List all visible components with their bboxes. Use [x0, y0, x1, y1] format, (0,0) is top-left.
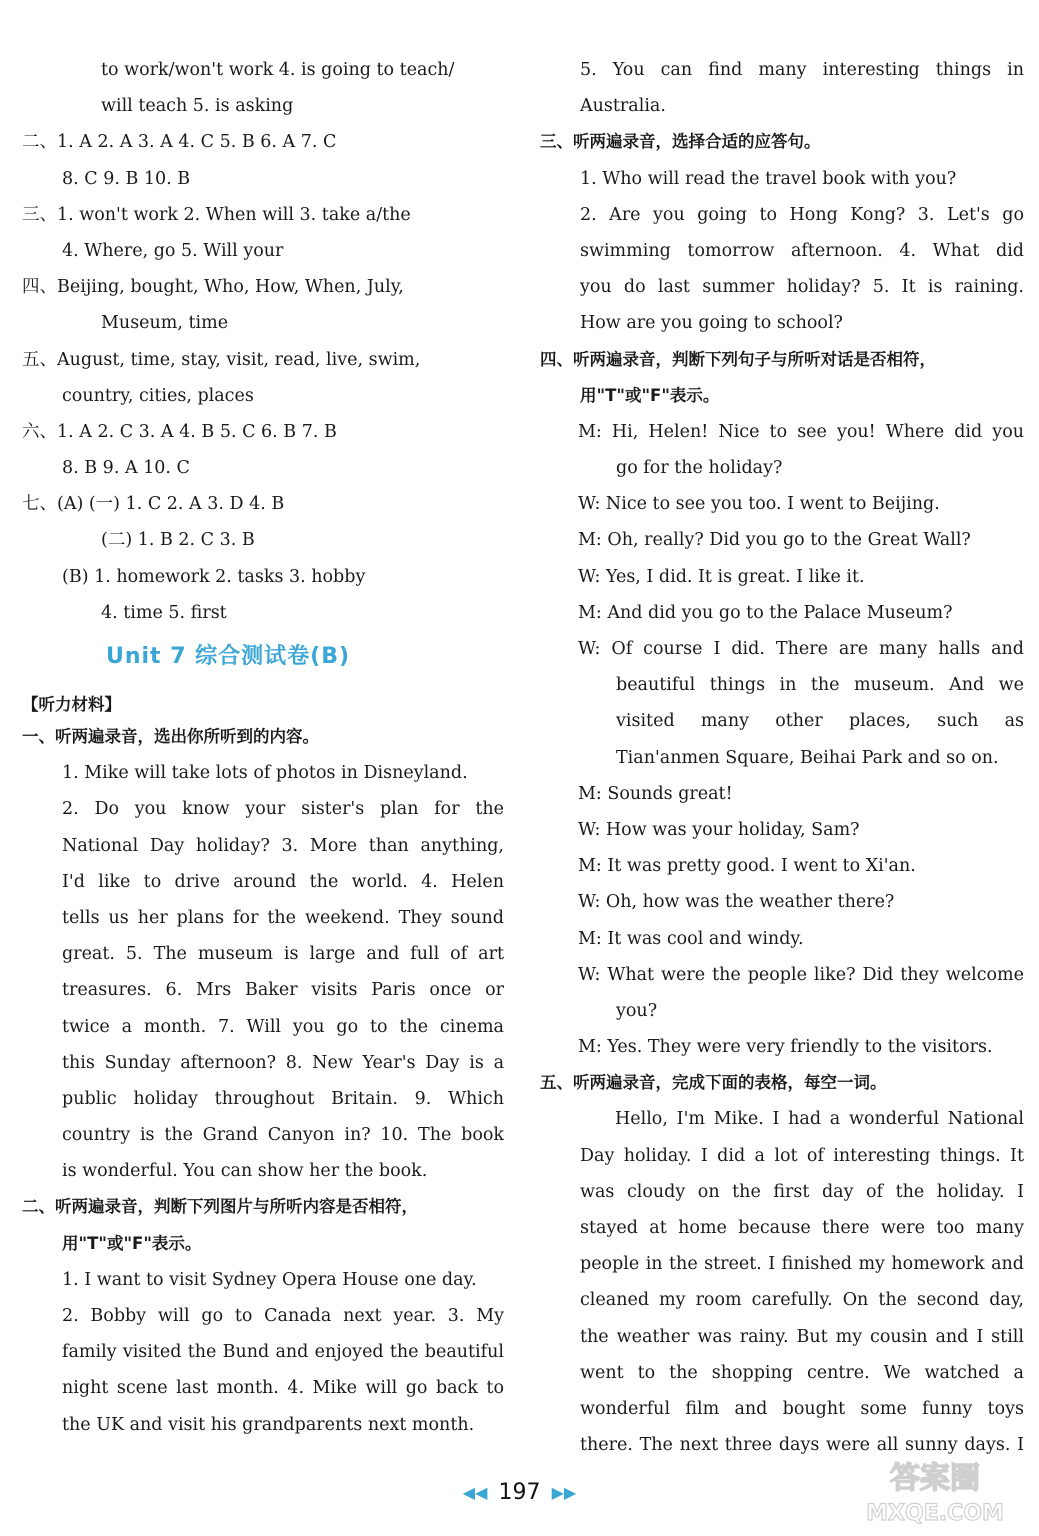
transcript-line: tells us her plans for the weekend. They sound: [62, 907, 504, 928]
transcript-line: great. 5. The museum is large and full of art: [62, 944, 504, 965]
dialogue-line: M: Hi, Helen! Nice to see you! Where did you: [578, 421, 1024, 442]
transcript-line: 1. Mike will take lots of photos in Disneyland.: [62, 763, 468, 784]
answer-line: will teach 5. is asking: [101, 96, 294, 117]
dialogue-line: visited many other places, such as: [616, 711, 1024, 732]
transcript-line: 1. I want to visit Sydney Opera House one day.: [62, 1269, 477, 1290]
transcript-line: twice a month. 7. Will you go to the cinema: [62, 1016, 504, 1037]
transcript-line: went to the shopping centre. We watched a: [580, 1362, 1024, 1383]
answer-line: country, cities, places: [62, 385, 254, 406]
transcript-line: stayed at home because there were too many: [580, 1218, 1024, 1238]
transcript-line: the UK and visit his grandparents next month.: [62, 1414, 475, 1435]
transcript-line: Hello, I'm Mike. I had a wonderful National: [615, 1109, 1024, 1130]
dialogue-line: W: Yes, I did. It is great. I like it.: [578, 566, 865, 587]
transcript-line: treasures. 6. Mrs Baker visits Paris once or: [62, 980, 504, 1001]
answer-line: 三、1. won't work 2. When will 3. take a/the: [22, 204, 411, 225]
transcript-line: was cloudy on the first day of the holiday. I: [580, 1181, 1024, 1202]
transcript-line: there. The next three days were all sunny days. I: [580, 1435, 1024, 1456]
dialogue-line: W: Nice to see you too. I went to Beijing.: [578, 494, 940, 515]
section-heading-cont: 用"T"或"F"表示。: [580, 385, 720, 405]
answers-block-continued: [22, 52, 504, 124]
dialogue-line: M: And did you go to the Palace Museum?: [578, 602, 953, 623]
next-arrows-icon: ▶▶: [551, 1483, 577, 1502]
prev-arrows-icon: ◀◀: [462, 1483, 488, 1502]
left-column: [22, 52, 504, 1443]
transcript-line: 2. Are you going to Hong Kong? 3. Let's go: [580, 204, 1024, 225]
dialogue-line: beautiful things in the museum. And we: [616, 675, 1024, 696]
section5-transcript: [540, 1101, 1024, 1463]
dialogue-line: Tian'anmen Square, Beihai Park and so on.: [616, 747, 999, 768]
transcript-line: wonderful film and bought some funny toys: [580, 1398, 1024, 1419]
dialogue-line: M: It was cool and windy.: [578, 928, 804, 949]
transcript-line: country is the Grand Canyon in? 10. The book: [62, 1125, 504, 1146]
page-number: 197: [498, 1480, 541, 1505]
right-column: [540, 52, 1024, 1463]
watermark-text-top: 答案圈: [890, 1461, 980, 1496]
answers-block: [22, 124, 504, 631]
answer-line: 五、August, time, stay, visit, read, live, swim,: [22, 349, 421, 370]
transcript-line: family visited the Bund and enjoyed the beautiful: [62, 1342, 504, 1363]
answer-line: 8. B 9. A 10. C: [62, 458, 190, 479]
transcript-line: Australia.: [580, 96, 666, 117]
listening-material-tag: 【听力材料】: [22, 695, 121, 714]
answer-line: Museum, time: [101, 313, 229, 334]
transcript-line: 2. Bobby will go to Canada next year. 3. My: [62, 1306, 504, 1326]
dialogue-line: M: It was pretty good. I went to Xi'an.: [578, 856, 916, 877]
transcript-line: Day holiday. I did a lot of interesting things. It: [580, 1145, 1024, 1166]
answer-line: 六、1. A 2. C 3. A 4. B 5. C 6. B 7. B: [22, 421, 337, 442]
dialogue-line: you?: [616, 1000, 658, 1021]
answer-line: to work/won't work 4. is going to teach/: [101, 60, 455, 80]
transcript-line: is wonderful. You can show her the book.: [62, 1161, 428, 1182]
section1-transcript: [22, 755, 504, 1189]
section-heading: 一、听两遍录音，选出你所听到的内容。: [22, 727, 319, 746]
answer-line: 二、1. A 2. A 3. A 4. C 5. B 6. A 7. C: [22, 132, 337, 153]
transcript-line: swimming tomorrow afternoon. 4. What did: [580, 240, 1024, 261]
transcript-line: public holiday throughout Britain. 9. Which: [62, 1088, 504, 1109]
answer-line: 4. Where, go 5. Will your: [62, 240, 284, 261]
watermark-logo: [845, 1454, 1025, 1528]
unit-title: Unit 7 综合测试卷(B): [105, 644, 351, 669]
dialogue-line: M: Sounds great!: [578, 783, 733, 804]
answer-line: (二) 1. B 2. C 3. B: [101, 530, 255, 551]
answer-line: 七、(A) (一) 1. C 2. A 3. D 4. B: [22, 494, 285, 515]
dialogue-line: go for the holiday?: [616, 458, 783, 479]
section-heading: 三、听两遍录音，选择合适的应答句。: [540, 132, 821, 152]
answer-line: 四、Beijing, bought, Who, How, When, July,: [22, 277, 404, 298]
transcript-line: this Sunday afternoon? 8. New Year's Day is a: [62, 1052, 504, 1073]
transcript-line: the weather was rainy. But my cousin and I still: [580, 1326, 1024, 1347]
section-heading: 五、听两遍录音，完成下面的表格，每空一词。: [540, 1073, 887, 1093]
transcript-line: 5. You can find many interesting things in: [580, 60, 1024, 80]
transcript-line: 2. Do you know your sister's plan for the: [62, 799, 504, 820]
dialogue-line: W: What were the people like? Did they welcome: [578, 964, 1024, 985]
transcript-line: 1. Who will read the travel book with you?: [580, 168, 957, 189]
transcript-line: National Day holiday? 3. More than anything,: [62, 835, 504, 856]
dialogue-line: M: Oh, really? Did you go to the Great Wall?: [578, 530, 971, 551]
answer-line: 8. C 9. B 10. B: [62, 168, 191, 189]
answer-line: (B) 1. homework 2. tasks 3. hobby: [62, 566, 366, 587]
dialogue-line: W: How was your holiday, Sam?: [578, 819, 860, 840]
dialogue-line: W: Oh, how was the weather there?: [578, 892, 895, 913]
section-heading: 二、听两遍录音，判断下列图片与所听内容是否相符，: [22, 1197, 418, 1217]
transcript-line: I'd like to drive around the world. 4. Helen: [62, 871, 504, 892]
dialogue-transcript: [540, 414, 1024, 1065]
transcript-line: cleaned my room carefully. On the second day,: [580, 1290, 1024, 1311]
transcript-line: you do last summer holiday? 5. It is raining.: [580, 277, 1024, 298]
watermark-text-bottom: MXQE.COM: [866, 1501, 1004, 1526]
section-heading: 四、听两遍录音，判断下列句子与所听对话是否相符，: [540, 349, 936, 369]
section3-transcript: [540, 161, 1024, 342]
section-heading-cont: 用"T"或"F"表示。: [62, 1233, 202, 1253]
transcript-line: people in the street. I finished my homework and: [580, 1254, 1024, 1275]
transcript-line: night scene last month. 4. Mike will go back to: [62, 1378, 504, 1399]
answer-line: 4. time 5. first: [101, 602, 227, 623]
section2-transcript: [22, 1262, 504, 1443]
dialogue-line: W: Of course I did. There are many halls and: [578, 639, 1024, 659]
transcript-line: How are you going to school?: [580, 313, 843, 334]
dialogue-line: M: Yes. They were very friendly to the visitors.: [578, 1037, 993, 1058]
